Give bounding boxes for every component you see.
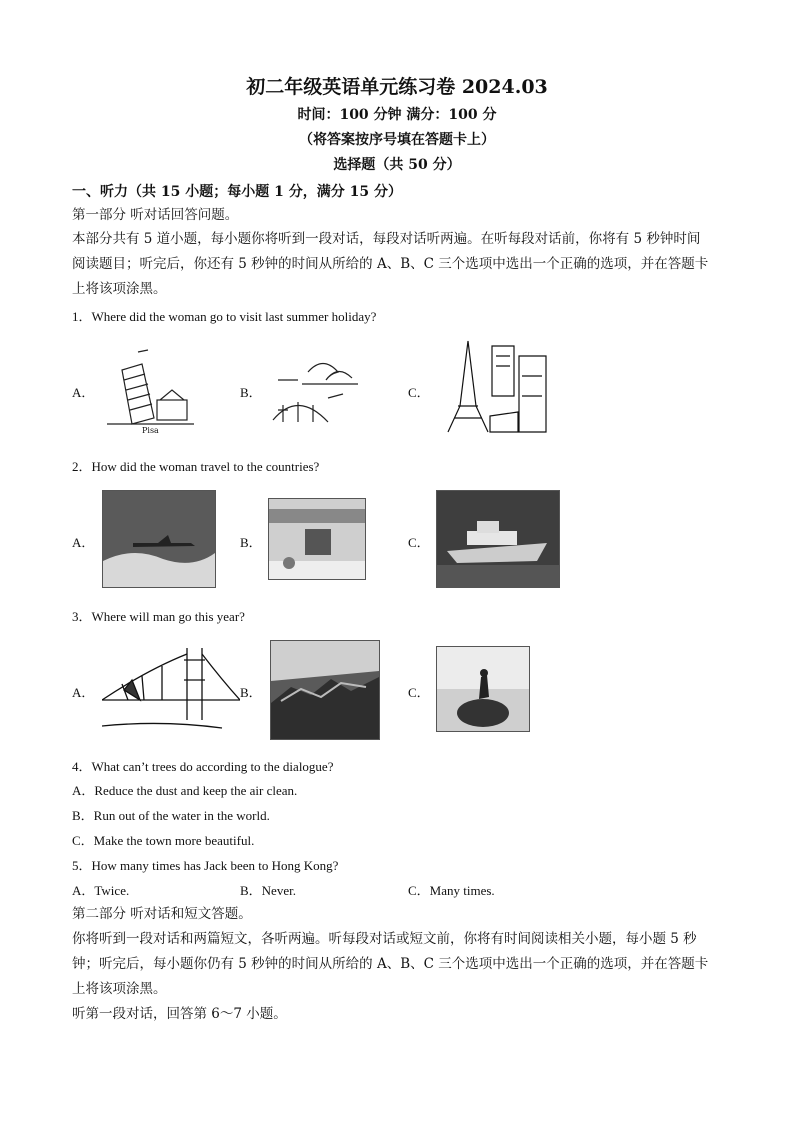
part2-sub-heading: 第二部分 听对话和短文答题。 <box>72 906 252 922</box>
airplane-image[interactable] <box>102 490 216 588</box>
question-3-stem: 3．Where will man go this year? <box>72 609 245 624</box>
part1-intro-line: 阅读题目；听完后，你还有 5 秒钟的时间从所给的 A、B、C 三个选项中选出一个正确的选项，并在答题卡 <box>72 256 709 272</box>
part2-intro-line: 上将该项涂黑。 <box>72 981 167 997</box>
q1-option-c-label[interactable]: C． <box>408 385 430 400</box>
q3-option-b-label[interactable]: B． <box>240 685 262 700</box>
q1-option-b-label[interactable]: B． <box>240 385 262 400</box>
eiffel-tower-image[interactable] <box>434 336 549 436</box>
part1-heading: 一、听力（共 15 小题；每小题 1 分，满分 15 分） <box>72 184 402 200</box>
q4-option-a[interactable]: A．Reduce the dust and keep the air clean. <box>72 783 298 798</box>
q2-option-b-label[interactable]: B． <box>240 535 262 550</box>
question-4-stem: 4．What can’t trees do according to the dialogue? <box>72 759 334 774</box>
part1-intro-line: 上将该项涂黑。 <box>72 281 167 297</box>
part1-sub-heading: 第一部分 听对话回答问题。 <box>72 207 239 223</box>
sydney-opera-house-image[interactable] <box>268 350 366 428</box>
great-wall-image[interactable] <box>270 640 380 740</box>
instruction-line: （将答案按序号填在答题卡上） <box>299 132 495 148</box>
q1-option-a-label[interactable]: A． <box>72 385 95 400</box>
q5-option-a[interactable]: A．Twice. <box>72 883 130 898</box>
leaning-tower-of-pisa-image[interactable] <box>102 340 198 440</box>
q5-option-c[interactable]: C．Many times. <box>408 883 495 898</box>
page-title: 初二年级英语单元练习卷 2024.03 <box>246 76 548 98</box>
q4-option-c[interactable]: C．Make the town more beautiful. <box>72 833 255 848</box>
q4-option-b[interactable]: B．Run out of the water in the world. <box>72 808 270 823</box>
question-2-stem: 2．How did the woman travel to the countries? <box>72 459 320 474</box>
pisa-caption: Pisa <box>142 426 159 435</box>
time-line: 时间：100 分钟 满分：100 分 <box>297 107 497 123</box>
q2-option-c-label[interactable]: C． <box>408 535 430 550</box>
q3-option-c-label[interactable]: C． <box>408 685 430 700</box>
listen-first-dialogue: 听第一段对话，回答第 6～7 小题。 <box>72 1006 287 1022</box>
question-5-stem: 5．How many times has Jack been to Hong Kong? <box>72 858 339 873</box>
part2-intro-line: 钟；听完后，每小题你仍有 5 秒钟的时间从所给的 A、B、C 三个选项中选出一个正确的选项，并在答题卡 <box>72 956 709 972</box>
choice-section-title: 选择题（共 50 分） <box>333 157 461 173</box>
cruise-ship-image[interactable] <box>436 490 560 588</box>
question-1-stem: 1．Where did the woman go to visit last summer holiday? <box>72 309 377 324</box>
golden-gate-bridge-image[interactable] <box>102 640 240 732</box>
little-mermaid-statue-image[interactable] <box>436 646 530 732</box>
part1-intro-line: 本部分共有 5 道小题，每小题你将听到一段对话，每段对话听两遍。在听每段对话前，你将有 5 秒钟时间 <box>72 231 701 247</box>
train-station-image[interactable] <box>268 498 366 580</box>
q2-option-a-label[interactable]: A． <box>72 535 95 550</box>
part2-intro-line: 你将听到一段对话和两篇短文，各听两遍。听每段对话或短文前，你将有时间阅读相关小题，每小题 5 秒 <box>72 931 697 947</box>
q3-option-a-label[interactable]: A． <box>72 685 95 700</box>
q5-option-b[interactable]: B．Never. <box>240 883 296 898</box>
